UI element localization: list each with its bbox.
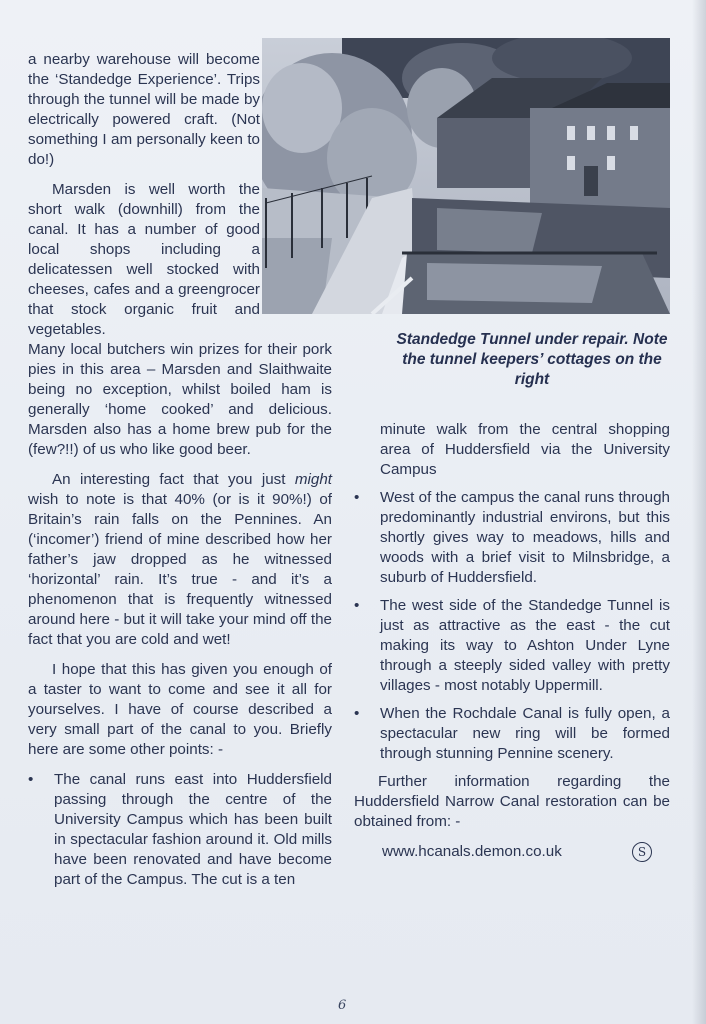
paragraph-rain-fact bbox=[28, 470, 332, 650]
bullet-text-campus: The canal runs east into Huddersfield passing through the centre of the University Campus which has been built in spectacular fashion around it. Old mills have been renovated and have become part of the Campus. The cut is a ten bbox=[54, 771, 332, 888]
bullet-point: • bbox=[354, 489, 360, 506]
rain-fact-emphasis: might bbox=[294, 471, 332, 488]
rain-fact-text-start: An interesting fact that you just bbox=[52, 471, 286, 488]
bullet-list-left bbox=[28, 770, 332, 890]
left-column bbox=[28, 50, 332, 898]
page-number: 6 bbox=[338, 998, 347, 1013]
paragraph-marsden-continued: Many local butchers win prizes for their pork pies in this area – Marsden and Slaithwaite being no exception, whilst boiled ham is generally ‘home cooked’ and delicious. Marsden also has a home brew pub for the (few?!!) of us who like good beer. bbox=[28, 341, 332, 458]
paragraph-taster: I hope that this has given you enough of a taster to want to come and see it all for yourselves. I have of course described a very small part of the canal to you. Briefly here are some other points: - bbox=[28, 661, 332, 758]
list-item bbox=[354, 488, 670, 588]
photo-caption: Standedge Tunnel under repair. Note the tunnel keepers’ cottages on the right bbox=[396, 331, 668, 388]
rain-fact-text-end: wish to note is that 40% (or is it 90%!) of Britain’s rain falls on the Pennines. An (‘incomer’) friend of mine described how her father’s jaw dropped as he witnessed ‘horizontal’ rain. It’s true - and it’s a phenomenon that is frequently witnessed around here - but it will take your mind off the fact that you are cold and wet! bbox=[28, 491, 332, 648]
right-column bbox=[354, 420, 670, 862]
bullet-point: • bbox=[354, 705, 360, 722]
website-url[interactable]: www.hcanals.demon.co.uk bbox=[382, 843, 562, 860]
bullet-text-campus-continued: minute walk from the central shopping area of Huddersfield via the University Campus bbox=[380, 421, 670, 478]
bullet-text-west-side: The west side of the Standedge Tunnel is just as attractive as the east - the cut making its way to Ashton Under Lyne through a steeply sided valley with pretty villages - most notably Uppermill. bbox=[380, 597, 670, 694]
paragraph-further-info: Further information regarding the Huddersfield Narrow Canal restoration can be obtained from: - bbox=[354, 773, 670, 830]
bullet-point: • bbox=[28, 771, 34, 788]
paragraph-standedge-experience: a nearby warehouse will become the ‘Standedge Experience’. Trips through the tunnel will be made by electrically powered craft. (Not something I am personally keen to do!) bbox=[28, 51, 260, 168]
list-item-continued bbox=[354, 420, 670, 480]
bullet-text-rochdale: When the Rochdale Canal is fully open, a spectacular new ring will be formed through stunning Pennine scenery. bbox=[380, 705, 670, 762]
list-item bbox=[354, 596, 670, 696]
paragraph-marsden: Marsden is well worth the short walk (downhill) from the canal. It has a number of good local shops including a delicatessen well stocked with cheeses, cafes and a greengrocer that stock organic fruit and vegetables. bbox=[28, 181, 260, 338]
bullet-text-milnsbridge: West of the campus the canal runs through predominantly industrial environs, but this shortly gives way to meadows, hills and woods with a brief visit to Milnsbridge, a suburb of Huddersfield. bbox=[380, 489, 670, 586]
list-item bbox=[28, 770, 332, 890]
bullet-point: • bbox=[354, 597, 360, 614]
page-edge-shadow bbox=[692, 0, 706, 1024]
website-line bbox=[354, 842, 670, 862]
list-item bbox=[354, 704, 670, 764]
bullet-list-right bbox=[354, 420, 670, 764]
society-logo-icon: S bbox=[632, 842, 652, 862]
